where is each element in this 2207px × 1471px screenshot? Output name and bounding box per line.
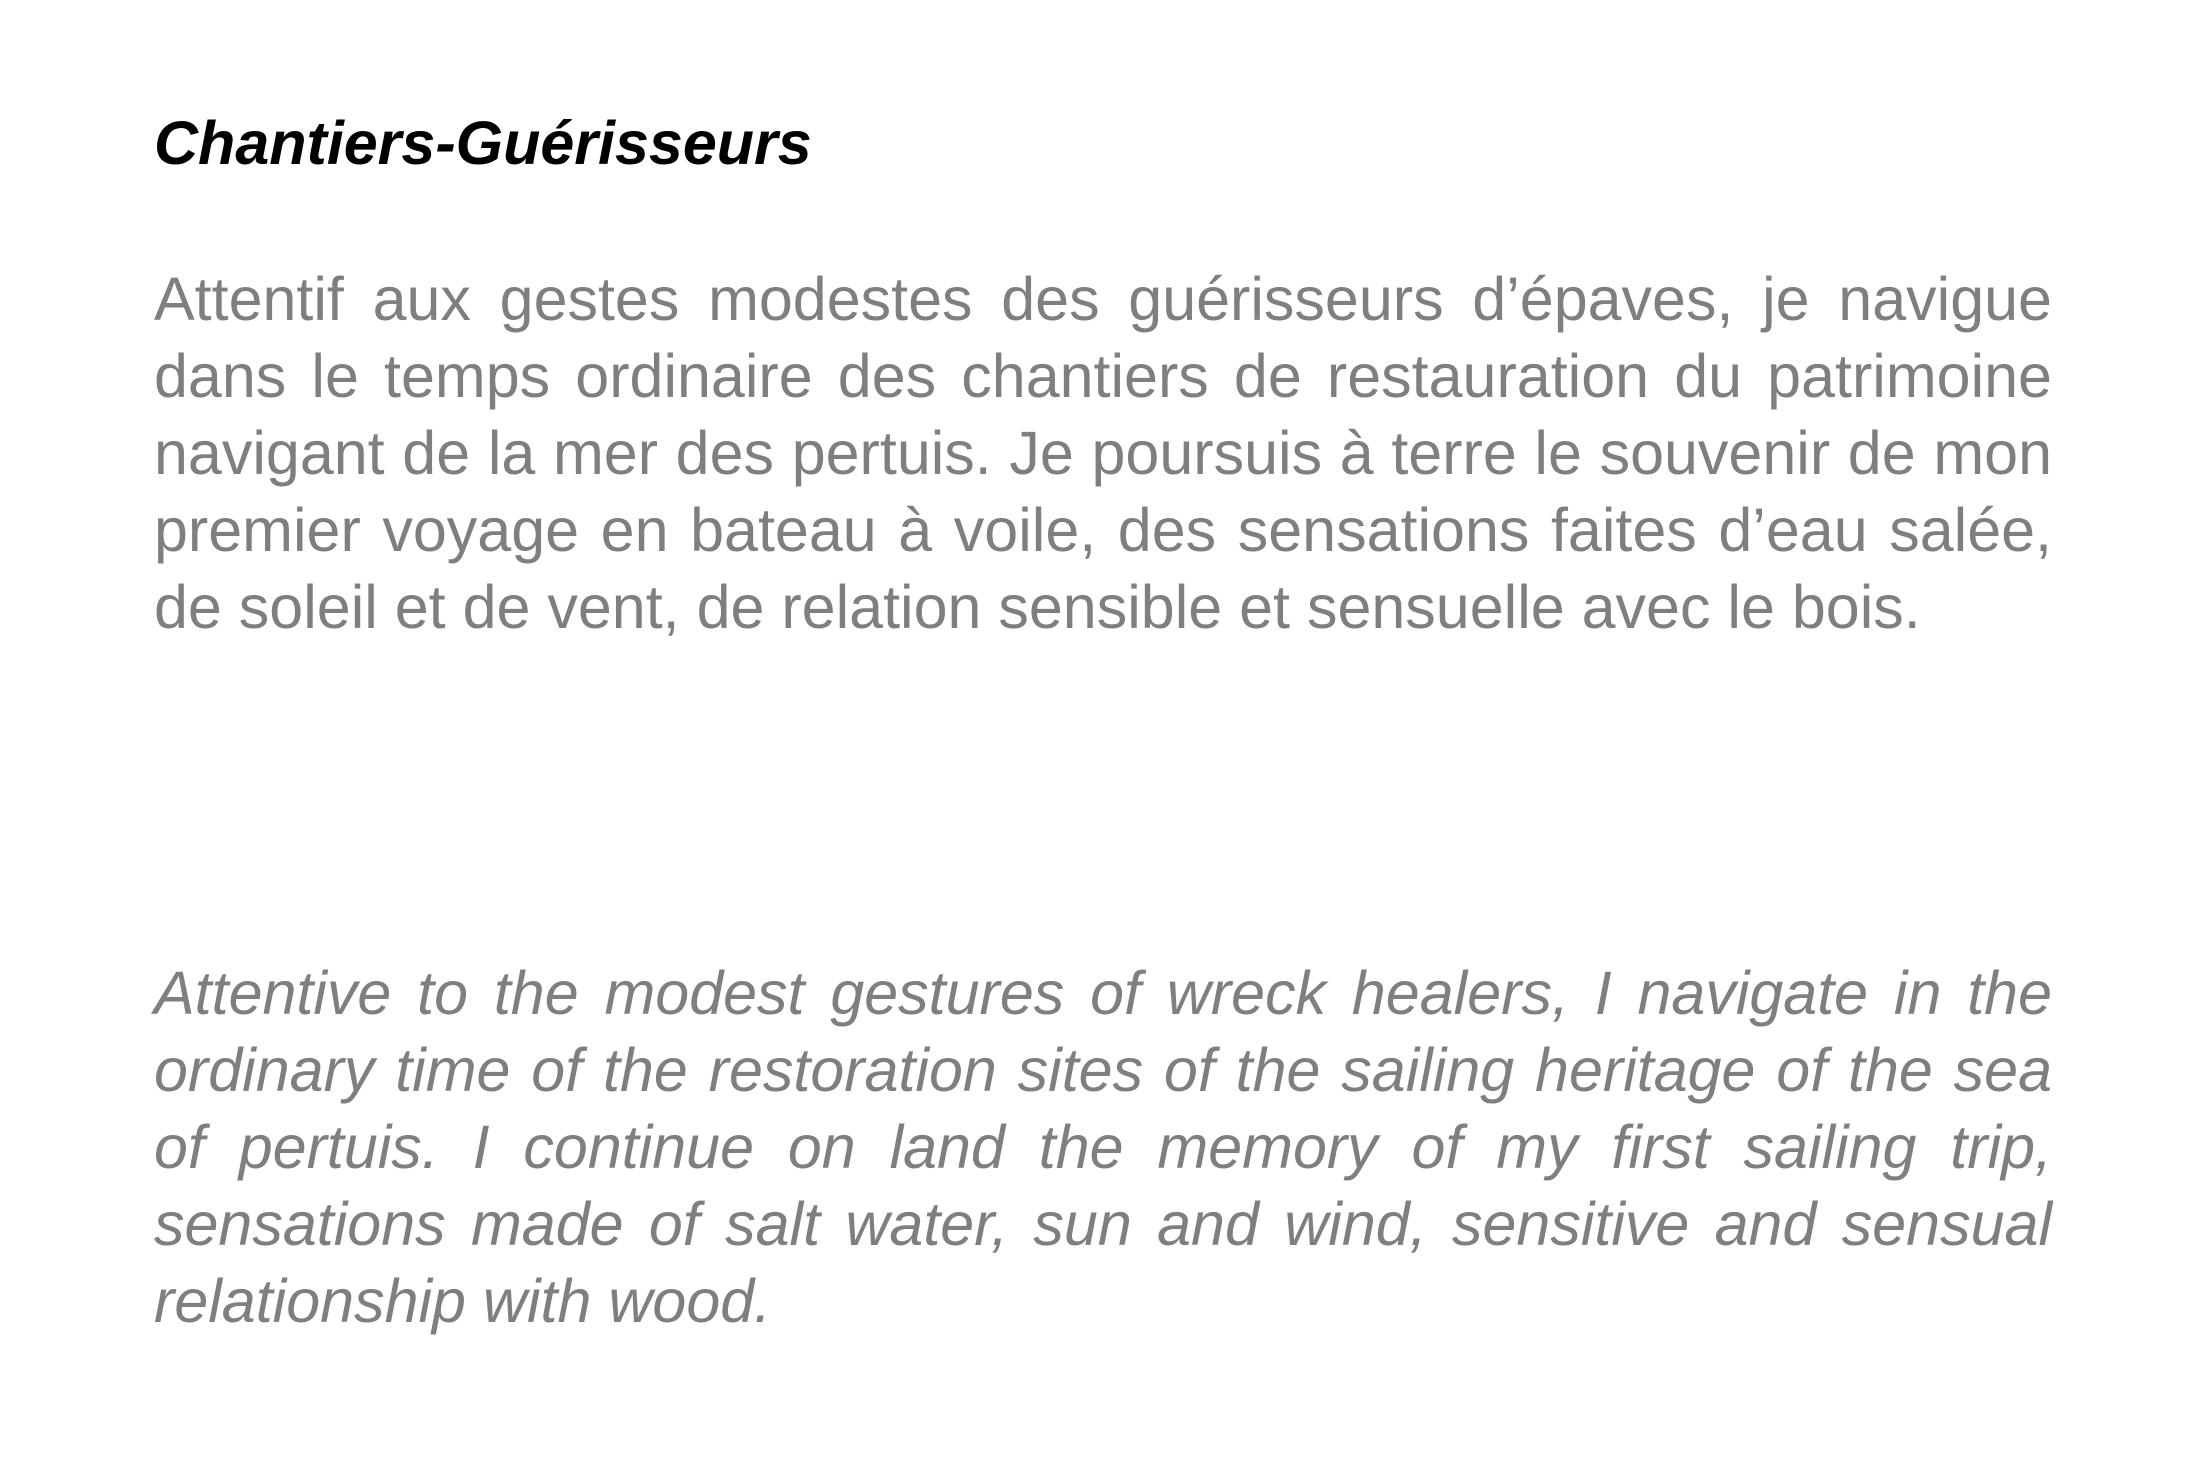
french-paragraph: Attentif aux gestes modestes des guérisseurs d’épaves, je navigue dans le temps ordinaire des chantiers de restauration du patrimoine navigant de la mer des pertuis. Je poursuis à terre le souvenir de mon premier voyage en bateau à voile, des sensations faites d’eau salée, de soleil et de vent, de relation sensible et sensuelle avec le bois. bbox=[154, 265, 2052, 641]
document-page bbox=[154, 0, 2052, 1471]
english-paragraph: Attentive to the modest gestures of wreck healers, I navigate in the ordinary time of the restoration sites of the sailing heritage of the sea of pertuis. I continue on land the memory of my first sailing trip, sensations made of salt water, sun and wind, sensitive and sensual relationship with wood. bbox=[154, 959, 2052, 1335]
document-title: Chantiers-Guérisseurs bbox=[154, 109, 812, 177]
